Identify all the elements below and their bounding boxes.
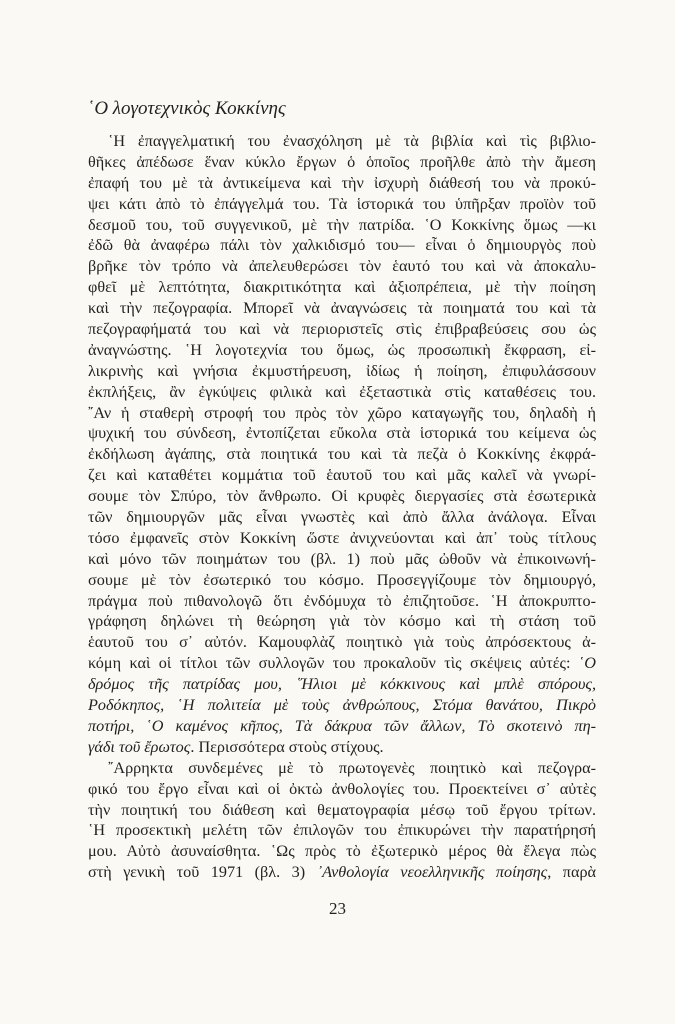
- text-segment: . Περισσότερα στοὺς στίχους.: [190, 737, 384, 756]
- text-segment: σουμε μὲ τὸν ἐσωτερικό του κόσμο. Προσεγγίζουμε τὸν δημιουργό,: [88, 570, 596, 589]
- text-line: [88, 194, 596, 215]
- italic-title-text: ῾Ο: [578, 654, 596, 673]
- text-line: [88, 465, 596, 486]
- text-segment: τὴν ποιητική του διάθεση καὶ θεματογραφία μέσῳ τοῦ ἔργου τρίτων.: [88, 800, 596, 819]
- text-segment: φθεῖ μὲ λεπτότητα, διακριτικότητα καὶ ἀξιοπρέπεια, μὲ τὴν ποίηση: [88, 278, 596, 297]
- text-segment: καὶ μόνο τῶν ποιημάτων του (βλ. 1) ποὺ μᾶς ὠθοῦν νὰ ἐπικοινωνή-: [88, 549, 596, 568]
- italic-title-text: ποτήρι, ῾Ο καμένος κῆπος, Τὰ δάκρυα τῶν ἄλλων, Τὸ σκοτεινὸ πη-: [88, 716, 596, 735]
- text-line: [88, 591, 596, 612]
- text-segment: κόμη καὶ οἱ τίτλοι τῶν συλλογῶν του προκαλοῦν τὶς σκέψεις αὐτές:: [88, 654, 579, 673]
- text-line: [88, 340, 596, 361]
- text-line: [88, 403, 596, 424]
- text-segment: θῆκες ἀπέδωσε ἕναν κύκλο ἔργων ὁ ὁποῖος προῆλθε ἀπὸ τὴν ἄμεση: [88, 152, 596, 171]
- text-segment: ἐπαφή του μὲ τὰ ἀντικείμενα καὶ τὴν ἰσχυρὴ διάθεσή του νὰ προκύ-: [88, 173, 596, 192]
- text-line: [88, 152, 596, 173]
- text-line: [88, 486, 596, 507]
- text-segment: ῾Η προσεκτικὴ μελέτη τῶν ἐπιλογῶν του ἐπικυρώνει τὴν παρατήρησή: [88, 821, 596, 840]
- section-heading: ῾Ο λογοτεχνικὸς Κοκκίνης: [88, 98, 286, 119]
- text-segment: ἐκπλήξεις, ἂν ἐγκύψεις φιλικὰ καὶ ἐξεταστικὰ στὶς καταθέσεις του.: [88, 382, 596, 401]
- text-line: [88, 319, 596, 340]
- text-segment: ζει καὶ καταθέτει κομμάτια τοῦ ἑαυτοῦ του καὶ μᾶς καλεῖ νὰ γνωρί-: [88, 466, 596, 485]
- text-line: [88, 820, 596, 841]
- text-segment: ῎Αρρηκτα συνδεμένες μὲ τὸ πρωτογενὲς ποιητικὸ καὶ πεζογρα-: [108, 758, 596, 777]
- text-segment: μου. Αὐτὸ ἀσυναίσθητα. ῾Ως πρὸς τὸ ἐξωτερικὸ μέρος θὰ ἔλεγα πὼς: [88, 842, 596, 861]
- text-segment: ῾Η ἐπαγγελματική του ἐνασχόληση μὲ τὰ βιβλία καὶ τὶς βιβλιο-: [108, 132, 596, 150]
- text-segment: ψυχική του σύνδεση, ἐντοπίζεται εὔκολα στὰ ἱστορικά του κείμενα ὡς: [88, 424, 596, 443]
- text-segment: πράγμα ποὺ πιθανολογῶ ὅτι ἐνδόμυχα τὸ ἐπιζητοῦσε. ῾Η ἀποκρυπτο-: [88, 591, 596, 610]
- text-segment: ἀναγνώστης. ῾Η λογοτεχνία του ὅμως, ὡς προσωπικὴ ἔκφραση, εἰ-: [88, 340, 596, 359]
- page-number: 23: [329, 899, 346, 918]
- text-line: [88, 528, 596, 549]
- text-segment: , παρὰ: [547, 863, 597, 882]
- text-line: [88, 507, 596, 528]
- text-segment: ψει κάτι ἀπὸ τὸ ἐπάγγελμά του. Τὰ ἱστορικά του ὑπῆρξαν προϊὸν τοῦ: [88, 194, 596, 213]
- text-line: [88, 632, 596, 653]
- text-line: [88, 674, 596, 695]
- text-line: [88, 131, 596, 152]
- text-line: [88, 716, 596, 737]
- text-segment: σουμε τὸν Σπύρο, τὸν ἄνθρωπο. Οἱ κρυφὲς διεργασίες στὰ ἐσωτερικὰ: [88, 487, 596, 506]
- text-segment: στὴ γενικὴ τοῦ 1971 (βλ. 3): [88, 863, 317, 882]
- text-line: [88, 653, 596, 674]
- text-segment: καὶ τὴν πεζογραφία. Μπορεῖ νὰ ἀναγνώσεις τὰ ποιηματά του καὶ τὰ: [88, 299, 596, 318]
- italic-title-text: Ροδόκηπος, ῾Η πολιτεία μὲ τοὺς ἀνθρώπους, Στόμα θανάτου, Πικρὸ: [88, 696, 596, 715]
- text-segment: ῎Αν ἡ σταθερὴ στροφή του πρὸς τὸν χῶρο καταγωγῆς του, δηλαδὴ ἡ: [88, 403, 596, 422]
- italic-title-text: γάδι τοῦ ἔρωτος: [88, 737, 191, 756]
- text-segment: βρῆκε τὸν τρόπο νὰ ἀπελευθερώσει τὸν ἑαυτό του καὶ νὰ ἀποκαλυ-: [88, 257, 596, 276]
- text-segment: ἐδῶ θὰ ἀναφέρω πάλι τὸν χαλκιδισμό του— εἶναι ὁ δημιουργὸς ποὺ: [88, 236, 596, 255]
- text-line: [88, 256, 596, 277]
- text-segment: ἑαυτοῦ του σ᾽ αὐτόν. Καμουφλὰζ ποιητικὸ γιὰ τοὺς ἀπρόσεκτους ἀ-: [88, 633, 596, 652]
- text-segment: δεσμοῦ του, τοῦ συγγενικοῦ, μὲ τὴν πατρίδα. ῾Ο Κοκκίνης ὅμως —κι: [88, 215, 596, 234]
- text-line: [88, 862, 596, 883]
- text-segment: πεζογραφήματά του καὶ νὰ περιοριστεῖς στὶς ἐπιβραβεύσεις σου ὡς: [88, 320, 596, 339]
- text-line: [88, 841, 596, 862]
- italic-title-text: δρόμος τῆς πατρίδας μου, ῞Ηλιοι μὲ κόκκινους καὶ μπλὲ σπόρους,: [88, 675, 596, 694]
- text-line: [88, 277, 596, 298]
- text-line: [88, 361, 596, 382]
- text-segment: λικρινὴς καὶ γνήσια ἐκμυστήρευση, ἰδίως ἡ ποίηση, ἐπιφυλάσσουν: [88, 361, 596, 380]
- text-line: [88, 611, 596, 632]
- text-line: [88, 173, 596, 194]
- text-line: [88, 800, 596, 821]
- italic-title-text: ᾽Ανθολογία νεοελληνικῆς ποίησης: [316, 863, 548, 882]
- text-line: [88, 235, 596, 256]
- text-segment: τῶν δημιουργῶν μᾶς εἶναι γνωστὲς καὶ ἀπὸ ἄλλα ἀνάλογα. Εἶναι: [88, 508, 596, 527]
- text-line: [88, 549, 596, 570]
- text-line: [88, 779, 596, 800]
- text-line: [88, 695, 596, 716]
- text-line: [88, 444, 596, 465]
- text-segment: γράφηση δηλώνει τὴ θεώρηση γιὰ τὸν κόσμο καὶ τὴ στάση τοῦ: [88, 612, 596, 631]
- text-line: [88, 570, 596, 591]
- text-segment: φικό του ἔργο εἶναι καὶ οἱ ὀκτὼ ἀνθολογίες του. Προεκτείνει σ᾽ αὐτὲς: [88, 779, 596, 798]
- text-line: [88, 758, 596, 779]
- text-segment: τόσο ἐμφανεῖς στὸν Κοκκίνη ὥστε ἀνιχνεύονται καὶ ἀπ᾽ τοὺς τίτλους: [88, 528, 596, 547]
- body-text: [88, 131, 596, 883]
- text-line: [88, 737, 596, 758]
- text-line: [88, 215, 596, 236]
- text-line: [88, 382, 596, 403]
- text-line: [88, 423, 596, 444]
- text-segment: ἐκδήλωση ἀγάπης, στὰ ποιητικά του καὶ τὰ πεζὰ ὁ Κοκκίνης ἐκφρά-: [88, 445, 596, 464]
- text-line: [88, 298, 596, 319]
